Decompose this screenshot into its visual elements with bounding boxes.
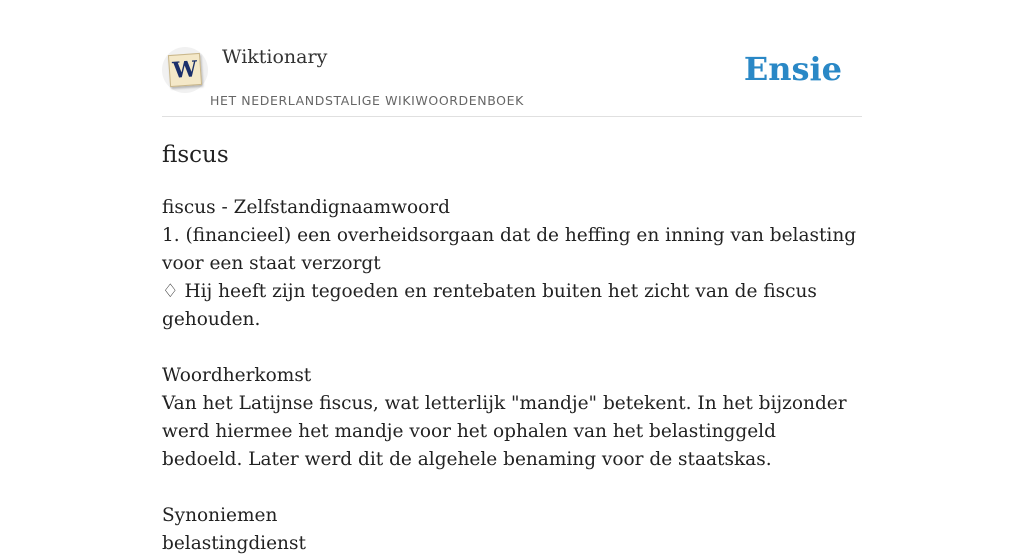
spacer (162, 474, 862, 502)
synonym-item[interactable]: belastingdienst (162, 533, 306, 554)
site-tagline: HET NEDERLANDSTALIGE WIKIWOORDENBOEK (210, 93, 524, 108)
site-header (162, 44, 862, 117)
definition-text: 1. (financieel) een overheidsorgaan dat de heffing en inning van belasting voor een staat verzorgt (162, 225, 857, 274)
etymology-heading: Woordherkomst (162, 365, 312, 386)
example-sentence: ♢ Hij heeft zijn tegoeden en rentebaten buiten het zicht van de fiscus gehouden. (162, 281, 817, 330)
site-name[interactable]: Wiktionary (222, 46, 328, 68)
synonyms-heading: Synoniemen (162, 505, 278, 526)
entry-content (162, 140, 862, 558)
ensie-brand-link[interactable]: Ensie (743, 50, 842, 88)
spacer (162, 334, 862, 362)
part-of-speech-line: fiscus - Zelfstandignaamwoord (162, 197, 450, 218)
wiktionary-logo-icon[interactable] (162, 47, 208, 93)
etymology-text: Van het Latijnse fiscus, wat letterlijk "mandje" betekent. In het bijzonder werd hiermee het mandje voor het ophalen van het belastinggeld bedoeld. Later werd dit de algehele benaming voor de staatskas. (162, 393, 847, 470)
page-title: fiscus (162, 142, 229, 168)
logo-tile: W (168, 53, 202, 87)
